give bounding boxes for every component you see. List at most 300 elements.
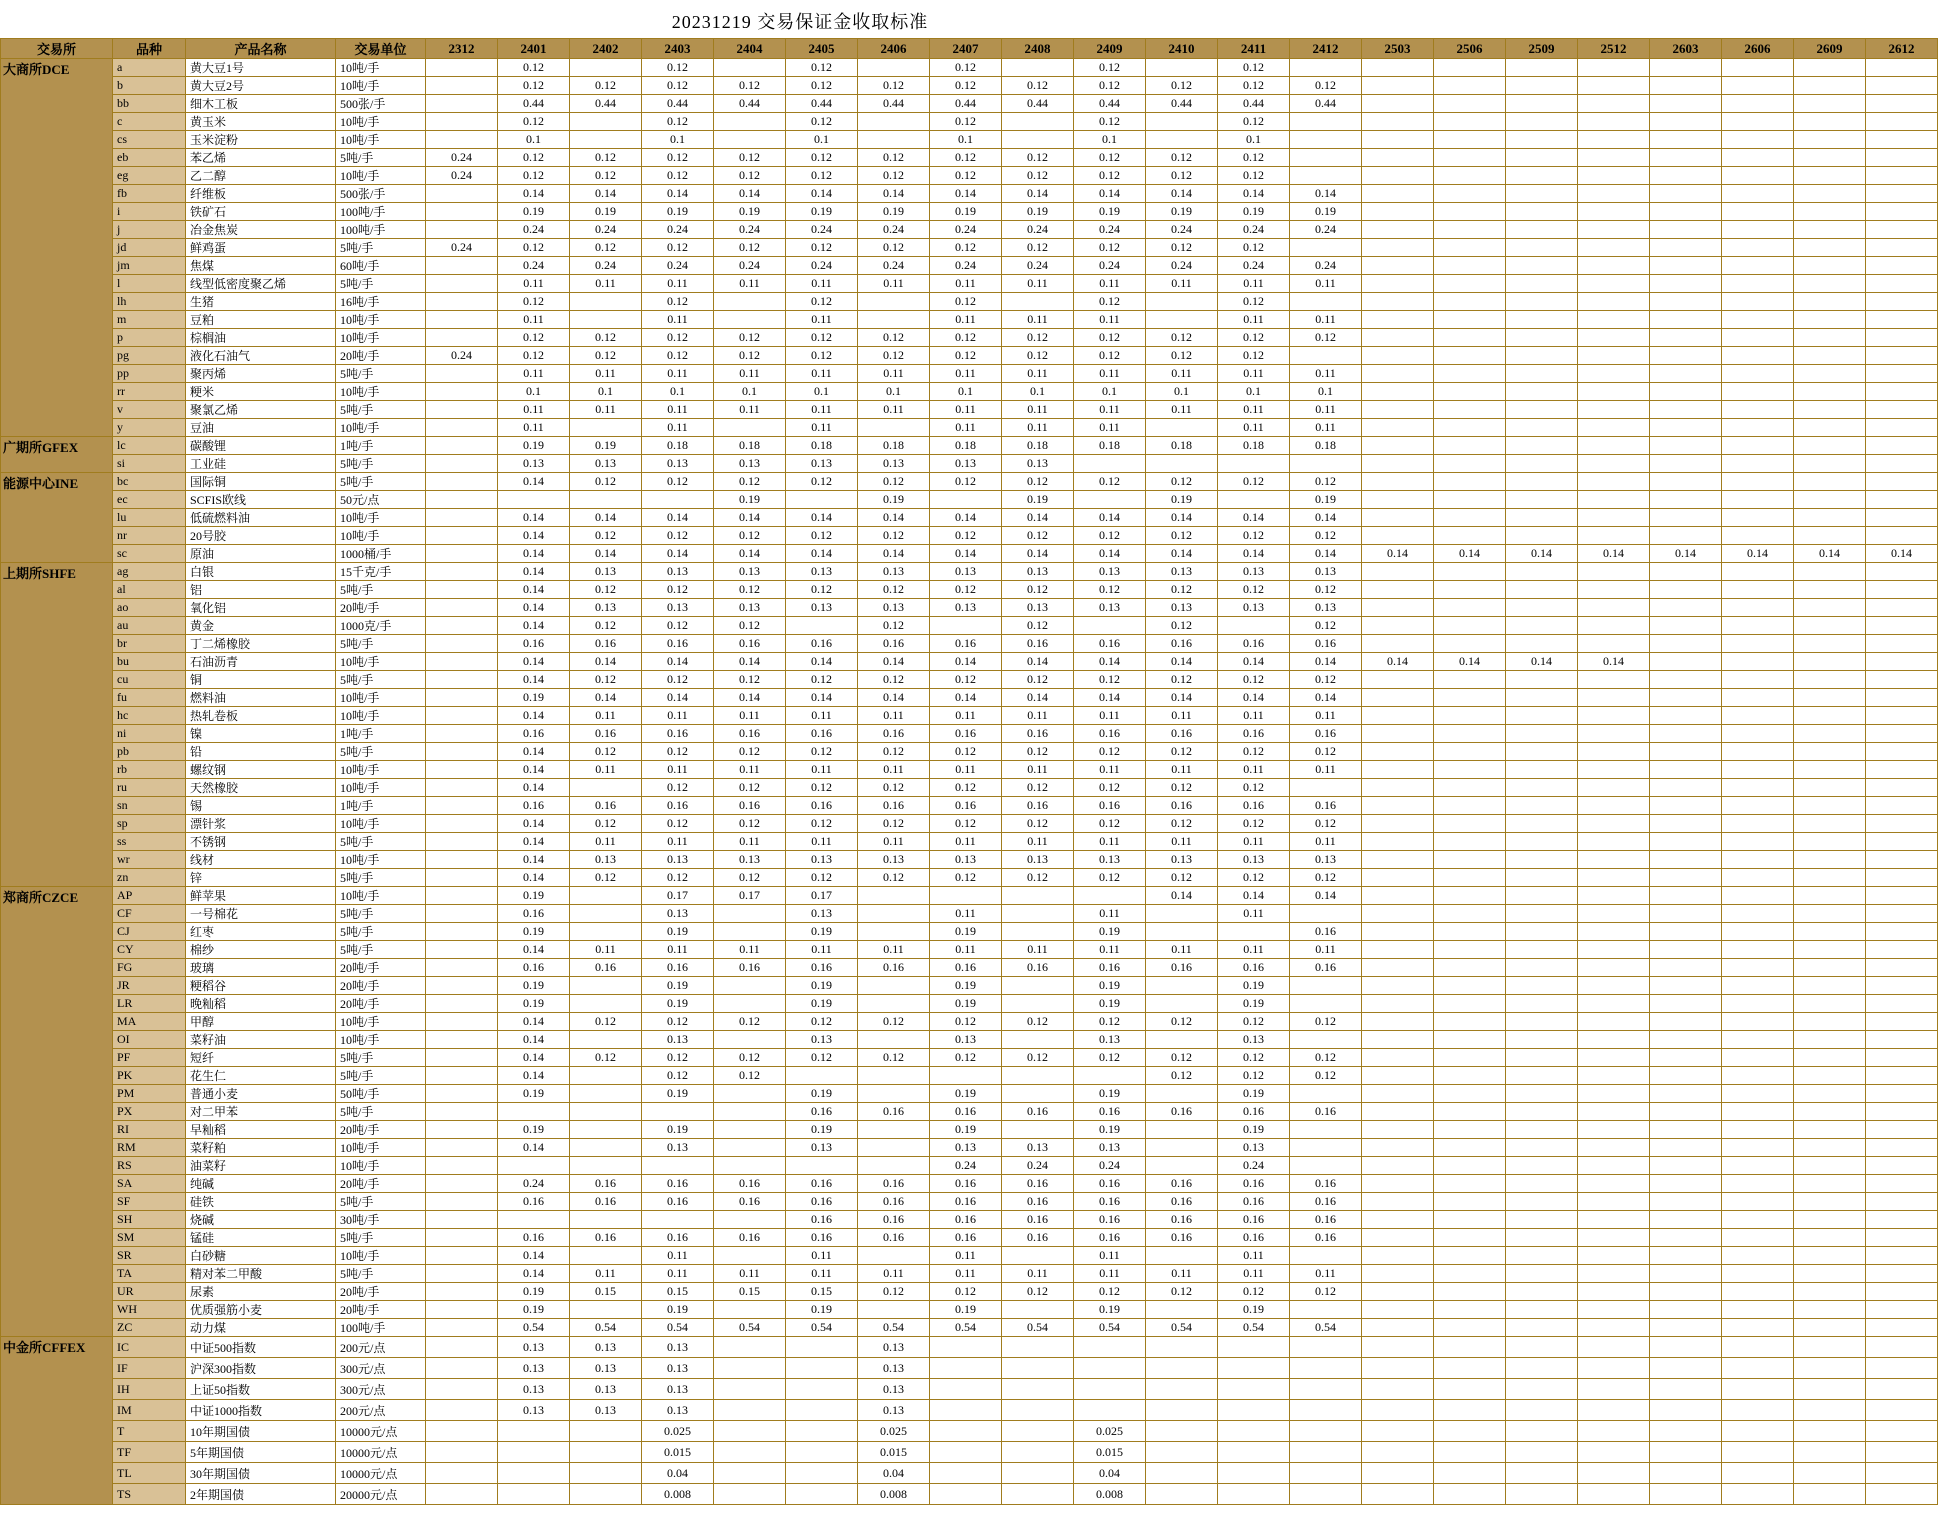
margin-cell-2312 [426, 113, 498, 131]
margin-cell-2410: 0.19 [1146, 491, 1218, 509]
margin-cell-2402 [570, 1121, 642, 1139]
margin-cell-2410: 0.1 [1146, 383, 1218, 401]
margin-cell-2609 [1794, 1157, 1866, 1175]
margin-cell-2403: 0.13 [642, 563, 714, 581]
margin-cell-2402 [570, 1484, 642, 1505]
margin-cell-2312 [426, 545, 498, 563]
margin-cell-2409: 0.14 [1074, 509, 1146, 527]
margin-cell-2412: 0.12 [1290, 671, 1362, 689]
trading-unit: 5吨/手 [336, 1229, 426, 1247]
margin-cell-2503 [1362, 329, 1434, 347]
margin-cell-2401: 0.14 [498, 185, 570, 203]
table-row [1, 419, 1938, 437]
product-code: nr [113, 527, 186, 545]
code-header: 品种 [113, 39, 186, 59]
margin-cell-2603 [1650, 1421, 1722, 1442]
margin-cell-2606 [1722, 167, 1794, 185]
margin-cell-2407 [930, 1442, 1002, 1463]
margin-cell-2410: 0.16 [1146, 635, 1218, 653]
margin-cell-2603 [1650, 1121, 1722, 1139]
margin-cell-2404: 0.16 [714, 725, 786, 743]
margin-cell-2408: 0.16 [1002, 797, 1074, 815]
product-name: 玉米淀粉 [186, 131, 336, 149]
trading-unit: 1吨/手 [336, 437, 426, 455]
margin-cell-2407: 0.16 [930, 1229, 1002, 1247]
margin-cell-2603 [1650, 779, 1722, 797]
table-row [1, 617, 1938, 635]
margin-cell-2402 [570, 419, 642, 437]
margin-cell-2409: 0.12 [1074, 869, 1146, 887]
margin-cell-2609 [1794, 923, 1866, 941]
product-name: 中证1000指数 [186, 1400, 336, 1421]
margin-cell-2506 [1434, 1229, 1506, 1247]
margin-cell-2402 [570, 977, 642, 995]
margin-cell-2412: 0.54 [1290, 1319, 1362, 1337]
margin-cell-2509 [1506, 869, 1578, 887]
margin-cell-2409: 0.1 [1074, 383, 1146, 401]
margin-cell-2606 [1722, 1463, 1794, 1484]
trading-unit: 10吨/手 [336, 779, 426, 797]
margin-cell-2509 [1506, 455, 1578, 473]
margin-cell-2406: 0.11 [858, 365, 930, 383]
product-name: 黄金 [186, 617, 336, 635]
margin-cell-2512 [1578, 635, 1650, 653]
product-code: IC [113, 1337, 186, 1358]
margin-cell-2609 [1794, 1484, 1866, 1505]
margin-cell-2411: 0.18 [1218, 437, 1290, 455]
margin-cell-2506 [1434, 617, 1506, 635]
table-row [1, 437, 1938, 455]
product-name: 锡 [186, 797, 336, 815]
table-row [1, 491, 1938, 509]
margin-cell-2503 [1362, 1358, 1434, 1379]
margin-cell-2409 [1074, 1400, 1146, 1421]
margin-cell-2406: 0.015 [858, 1442, 930, 1463]
product-name: 不锈钢 [186, 833, 336, 851]
margin-cell-2406 [858, 995, 930, 1013]
table-row [1, 509, 1938, 527]
margin-cell-2506 [1434, 1265, 1506, 1283]
margin-cell-2509 [1506, 221, 1578, 239]
table-row [1, 77, 1938, 95]
margin-cell-2412: 0.16 [1290, 923, 1362, 941]
margin-cell-2409: 0.12 [1074, 743, 1146, 761]
margin-cell-2503 [1362, 707, 1434, 725]
margin-cell-2402: 0.16 [570, 1175, 642, 1193]
trading-unit: 10000元/点 [336, 1463, 426, 1484]
margin-cell-2412: 0.24 [1290, 257, 1362, 275]
table-row [1, 761, 1938, 779]
margin-cell-2503 [1362, 77, 1434, 95]
margin-cell-2412 [1290, 1301, 1362, 1319]
margin-cell-2603 [1650, 1229, 1722, 1247]
margin-cell-2603 [1650, 329, 1722, 347]
margin-cell-2503 [1362, 725, 1434, 743]
margin-cell-2612 [1866, 1139, 1938, 1157]
trading-unit: 300元/点 [336, 1379, 426, 1400]
trading-unit: 16吨/手 [336, 293, 426, 311]
trading-unit: 10吨/手 [336, 1031, 426, 1049]
margin-cell-2503 [1362, 563, 1434, 581]
margin-cell-2512 [1578, 1463, 1650, 1484]
margin-cell-2401: 0.12 [498, 293, 570, 311]
margin-cell-2412: 0.16 [1290, 635, 1362, 653]
margin-cell-2406 [858, 293, 930, 311]
margin-cell-2512 [1578, 1319, 1650, 1337]
margin-cell-2512 [1578, 869, 1650, 887]
margin-cell-2405: 0.19 [786, 1301, 858, 1319]
margin-cell-2408 [1002, 1442, 1074, 1463]
table-row [1, 1139, 1938, 1157]
margin-cell-2509 [1506, 671, 1578, 689]
margin-cell-2603 [1650, 1283, 1722, 1301]
margin-cell-2411: 0.11 [1218, 275, 1290, 293]
margin-cell-2410: 0.16 [1146, 1193, 1218, 1211]
margin-cell-2404 [714, 1247, 786, 1265]
margin-cell-2408: 0.11 [1002, 401, 1074, 419]
margin-cell-2606 [1722, 1121, 1794, 1139]
margin-cell-2509 [1506, 1193, 1578, 1211]
margin-cell-2312 [426, 77, 498, 95]
table-row [1, 527, 1938, 545]
margin-cell-2405: 0.12 [786, 815, 858, 833]
margin-cell-2409 [1074, 455, 1146, 473]
margin-cell-2410 [1146, 1358, 1218, 1379]
margin-cell-2509 [1506, 635, 1578, 653]
product-name: 镍 [186, 725, 336, 743]
margin-cell-2509 [1506, 1013, 1578, 1031]
margin-cell-2406 [858, 1247, 930, 1265]
margin-cell-2509 [1506, 1484, 1578, 1505]
margin-cell-2512 [1578, 743, 1650, 761]
trading-unit: 10吨/手 [336, 59, 426, 77]
margin-cell-2407: 0.12 [930, 347, 1002, 365]
margin-cell-2411: 0.16 [1218, 1103, 1290, 1121]
margin-cell-2509 [1506, 797, 1578, 815]
table-row [1, 1400, 1938, 1421]
table-row [1, 815, 1938, 833]
trading-unit: 10吨/手 [336, 815, 426, 833]
margin-cell-2609 [1794, 365, 1866, 383]
margin-cell-2406: 0.11 [858, 1265, 930, 1283]
margin-cell-2412 [1290, 59, 1362, 77]
margin-cell-2512 [1578, 689, 1650, 707]
margin-cell-2411: 0.16 [1218, 797, 1290, 815]
margin-cell-2401 [498, 1421, 570, 1442]
margin-cell-2509 [1506, 1319, 1578, 1337]
margin-cell-2506 [1434, 1379, 1506, 1400]
margin-cell-2404: 0.12 [714, 167, 786, 185]
margin-cell-2506 [1434, 1121, 1506, 1139]
margin-cell-2409: 0.11 [1074, 1265, 1146, 1283]
exchange-label: 能源中心INE [1, 473, 113, 563]
product-code: bc [113, 473, 186, 491]
margin-cell-2401: 0.16 [498, 1229, 570, 1247]
margin-cell-2408: 0.19 [1002, 203, 1074, 221]
margin-cell-2404 [714, 1139, 786, 1157]
margin-cell-2512 [1578, 491, 1650, 509]
product-code: sp [113, 815, 186, 833]
margin-cell-2407: 0.1 [930, 383, 1002, 401]
margin-cell-2312 [426, 941, 498, 959]
margin-cell-2503 [1362, 581, 1434, 599]
product-code: IF [113, 1358, 186, 1379]
margin-cell-2603 [1650, 473, 1722, 491]
margin-cell-2409: 0.19 [1074, 923, 1146, 941]
margin-cell-2509 [1506, 1211, 1578, 1229]
margin-cell-2412 [1290, 293, 1362, 311]
margin-cell-2506 [1434, 203, 1506, 221]
margin-cell-2404: 0.12 [714, 1049, 786, 1067]
month-header-2401: 2401 [498, 39, 570, 59]
margin-cell-2411: 0.13 [1218, 851, 1290, 869]
product-name: 纤维板 [186, 185, 336, 203]
margin-cell-2406 [858, 1067, 930, 1085]
margin-cell-2612 [1866, 401, 1938, 419]
margin-cell-2506 [1434, 95, 1506, 113]
margin-cell-2401: 0.12 [498, 239, 570, 257]
month-header-2407: 2407 [930, 39, 1002, 59]
margin-cell-2404: 0.16 [714, 959, 786, 977]
margin-cell-2401: 0.13 [498, 1337, 570, 1358]
margin-cell-2609 [1794, 977, 1866, 995]
table-row [1, 1484, 1938, 1505]
table-row [1, 563, 1938, 581]
margin-cell-2406 [858, 1157, 930, 1175]
margin-cell-2506 [1434, 293, 1506, 311]
margin-cell-2512 [1578, 185, 1650, 203]
margin-cell-2404: 0.11 [714, 707, 786, 725]
margin-cell-2312 [426, 1484, 498, 1505]
margin-cell-2409: 0.12 [1074, 239, 1146, 257]
margin-cell-2403: 0.12 [642, 293, 714, 311]
margin-cell-2401: 0.16 [498, 905, 570, 923]
margin-cell-2410: 0.16 [1146, 797, 1218, 815]
margin-cell-2407: 0.54 [930, 1319, 1002, 1337]
margin-cell-2405: 0.11 [786, 311, 858, 329]
margin-cell-2405: 0.1 [786, 131, 858, 149]
margin-cell-2401: 0.14 [498, 671, 570, 689]
product-name: 国际铜 [186, 473, 336, 491]
margin-cell-2402 [570, 1301, 642, 1319]
margin-cell-2404: 0.14 [714, 545, 786, 563]
margin-cell-2503 [1362, 167, 1434, 185]
margin-cell-2405: 0.13 [786, 599, 858, 617]
margin-cell-2503 [1362, 689, 1434, 707]
margin-cell-2512 [1578, 1085, 1650, 1103]
margin-cell-2406: 0.13 [858, 1379, 930, 1400]
margin-cell-2603 [1650, 1379, 1722, 1400]
margin-cell-2312 [426, 1067, 498, 1085]
margin-cell-2409: 0.16 [1074, 959, 1146, 977]
margin-cell-2612 [1866, 1484, 1938, 1505]
margin-cell-2410: 0.12 [1146, 329, 1218, 347]
product-code: TS [113, 1484, 186, 1505]
margin-cell-2509: 0.14 [1506, 545, 1578, 563]
table-row [1, 1421, 1938, 1442]
trading-unit: 5吨/手 [336, 869, 426, 887]
margin-cell-2606 [1722, 491, 1794, 509]
product-code: RM [113, 1139, 186, 1157]
margin-cell-2409: 0.24 [1074, 221, 1146, 239]
margin-cell-2410 [1146, 1463, 1218, 1484]
margin-cell-2503 [1362, 275, 1434, 293]
margin-cell-2403: 0.16 [642, 1229, 714, 1247]
margin-cell-2503 [1362, 1247, 1434, 1265]
trading-unit: 5吨/手 [336, 1067, 426, 1085]
product-code: UR [113, 1283, 186, 1301]
margin-cell-2412: 0.44 [1290, 95, 1362, 113]
margin-cell-2409: 0.54 [1074, 1319, 1146, 1337]
margin-cell-2408 [1002, 1121, 1074, 1139]
margin-cell-2403: 0.16 [642, 1175, 714, 1193]
table-row [1, 743, 1938, 761]
margin-cell-2403: 0.14 [642, 545, 714, 563]
table-row [1, 851, 1938, 869]
table-row [1, 1229, 1938, 1247]
margin-cell-2612 [1866, 725, 1938, 743]
margin-cell-2402: 0.13 [570, 599, 642, 617]
margin-cell-2410: 0.13 [1146, 563, 1218, 581]
margin-cell-2509 [1506, 365, 1578, 383]
margin-cell-2412: 0.11 [1290, 833, 1362, 851]
margin-cell-2402 [570, 113, 642, 131]
margin-cell-2403: 0.12 [642, 329, 714, 347]
margin-cell-2403: 0.025 [642, 1421, 714, 1442]
margin-cell-2509 [1506, 491, 1578, 509]
trading-unit: 5吨/手 [336, 1265, 426, 1283]
margin-cell-2612 [1866, 671, 1938, 689]
margin-cell-2408: 0.44 [1002, 95, 1074, 113]
margin-cell-2506 [1434, 905, 1506, 923]
margin-cell-2405: 0.54 [786, 1319, 858, 1337]
margin-cell-2512 [1578, 1265, 1650, 1283]
margin-cell-2408: 0.24 [1002, 1157, 1074, 1175]
margin-cell-2410 [1146, 59, 1218, 77]
margin-cell-2312 [426, 1337, 498, 1358]
table-row [1, 671, 1938, 689]
margin-cell-2408: 0.12 [1002, 815, 1074, 833]
margin-cell-2503 [1362, 239, 1434, 257]
margin-cell-2612 [1866, 77, 1938, 95]
margin-cell-2603 [1650, 1067, 1722, 1085]
margin-cell-2409: 0.13 [1074, 599, 1146, 617]
margin-cell-2412: 0.12 [1290, 869, 1362, 887]
margin-cell-2409: 0.16 [1074, 1193, 1146, 1211]
margin-cell-2410: 0.12 [1146, 1067, 1218, 1085]
product-name: 早籼稻 [186, 1121, 336, 1139]
margin-cell-2411: 0.12 [1218, 1067, 1290, 1085]
margin-cell-2408 [1002, 1379, 1074, 1400]
margin-cell-2402 [570, 905, 642, 923]
margin-cell-2612 [1866, 959, 1938, 977]
margin-cell-2404: 0.24 [714, 221, 786, 239]
trading-unit: 5吨/手 [336, 365, 426, 383]
margin-cell-2402 [570, 1157, 642, 1175]
margin-cell-2606 [1722, 257, 1794, 275]
margin-cell-2503 [1362, 365, 1434, 383]
margin-cell-2506 [1434, 473, 1506, 491]
product-name: 纯碱 [186, 1175, 336, 1193]
margin-cell-2509 [1506, 887, 1578, 905]
margin-cell-2409: 0.19 [1074, 203, 1146, 221]
margin-cell-2506 [1434, 509, 1506, 527]
margin-cell-2404: 0.12 [714, 743, 786, 761]
margin-cell-2401: 0.19 [498, 1121, 570, 1139]
table-row [1, 1013, 1938, 1031]
margin-cell-2402: 0.13 [570, 851, 642, 869]
product-name: 白砂糖 [186, 1247, 336, 1265]
table-row [1, 1067, 1938, 1085]
margin-cell-2503 [1362, 1421, 1434, 1442]
margin-cell-2603 [1650, 851, 1722, 869]
margin-cell-2405 [786, 1400, 858, 1421]
margin-cell-2401: 0.14 [498, 779, 570, 797]
margin-cell-2411: 0.13 [1218, 563, 1290, 581]
trading-unit: 10吨/手 [336, 851, 426, 869]
margin-cell-2409: 0.11 [1074, 365, 1146, 383]
margin-cell-2606 [1722, 311, 1794, 329]
margin-cell-2603 [1650, 95, 1722, 113]
margin-cell-2512 [1578, 761, 1650, 779]
margin-cell-2412 [1290, 1031, 1362, 1049]
margin-cell-2312: 0.24 [426, 149, 498, 167]
margin-cell-2402: 0.11 [570, 833, 642, 851]
margin-cell-2612 [1866, 1400, 1938, 1421]
margin-cell-2506 [1434, 1031, 1506, 1049]
margin-cell-2506 [1434, 869, 1506, 887]
margin-cell-2509 [1506, 1247, 1578, 1265]
margin-cell-2509 [1506, 1421, 1578, 1442]
margin-cell-2407 [930, 887, 1002, 905]
margin-cell-2603 [1650, 1157, 1722, 1175]
product-code: br [113, 635, 186, 653]
margin-cell-2606 [1722, 347, 1794, 365]
margin-cell-2412: 0.11 [1290, 419, 1362, 437]
margin-cell-2408: 0.12 [1002, 473, 1074, 491]
margin-cell-2603 [1650, 617, 1722, 635]
margin-cell-2503 [1362, 779, 1434, 797]
margin-cell-2409: 0.19 [1074, 1085, 1146, 1103]
margin-cell-2405: 0.12 [786, 167, 858, 185]
table-row [1, 995, 1938, 1013]
margin-cell-2409: 0.13 [1074, 563, 1146, 581]
margin-cell-2407: 0.12 [930, 1013, 1002, 1031]
margin-cell-2408: 0.12 [1002, 581, 1074, 599]
margin-cell-2506 [1434, 563, 1506, 581]
margin-cell-2312 [426, 401, 498, 419]
margin-cell-2412: 0.11 [1290, 761, 1362, 779]
margin-cell-2612 [1866, 653, 1938, 671]
margin-cell-2412 [1290, 1484, 1362, 1505]
margin-cell-2312 [426, 581, 498, 599]
table-row [1, 131, 1938, 149]
margin-cell-2401: 0.16 [498, 959, 570, 977]
margin-cell-2410: 0.11 [1146, 833, 1218, 851]
margin-cell-2509 [1506, 257, 1578, 275]
margin-cell-2603 [1650, 1139, 1722, 1157]
margin-cell-2402 [570, 59, 642, 77]
margin-cell-2603 [1650, 1031, 1722, 1049]
margin-cell-2609 [1794, 563, 1866, 581]
margin-cell-2509 [1506, 347, 1578, 365]
margin-cell-2406: 0.13 [858, 1400, 930, 1421]
margin-cell-2406: 0.12 [858, 239, 930, 257]
product-code: jm [113, 257, 186, 275]
margin-cell-2409: 0.11 [1074, 941, 1146, 959]
margin-cell-2401: 0.19 [498, 1301, 570, 1319]
margin-cell-2410: 0.16 [1146, 959, 1218, 977]
